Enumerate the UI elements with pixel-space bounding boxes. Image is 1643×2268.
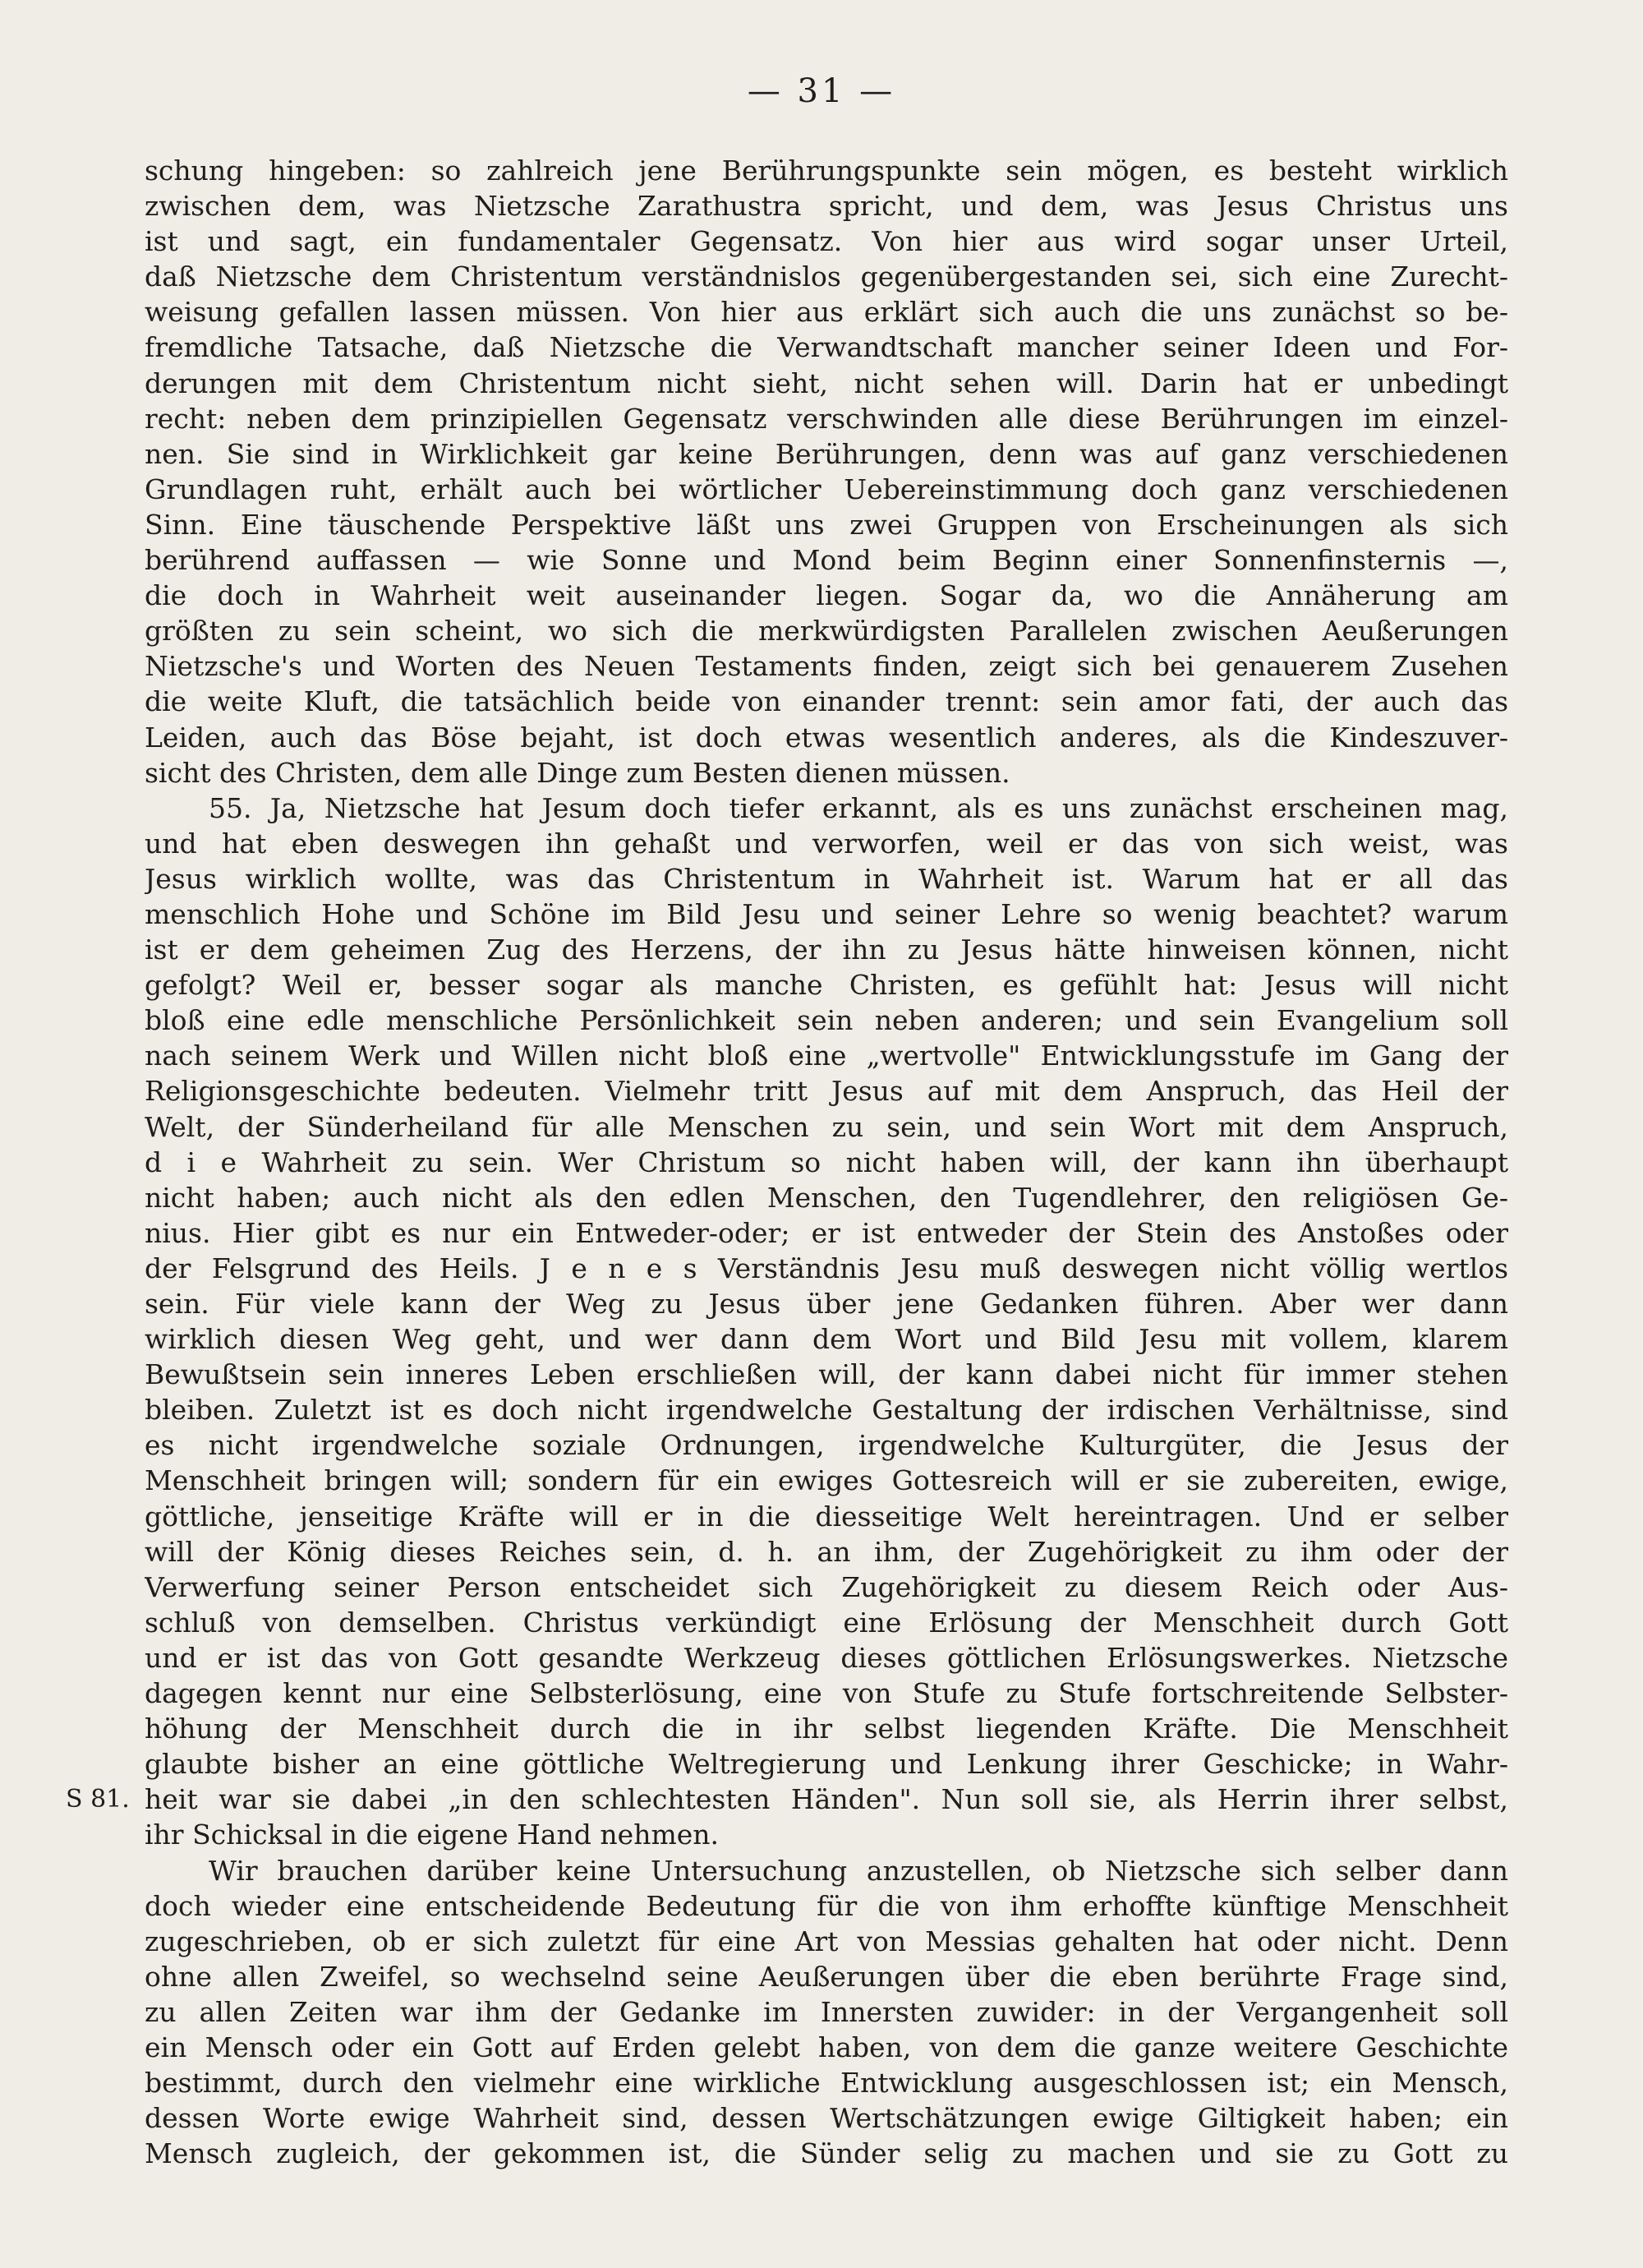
body-text [145, 153, 1508, 2171]
text-line: größten zu sein scheint, wo sich die merkwürdigsten Parallelen zwischen Aeußerungen [145, 615, 1508, 648]
text-line: ist er dem geheimen Zug des Herzens, der ihn zu Jesus hätte hinweisen können, nicht [145, 933, 1508, 966]
text-line: zwischen dem, was Nietzsche Zarathustra spricht, und dem, was Jesus Christus uns [145, 190, 1508, 223]
text-line: der Felsgrund des Heils. J e n e s Verständnis Jesu muß deswegen nicht völlig wertlos [145, 1252, 1508, 1284]
text-line: und er ist das von Gott gesandte Werkzeug dieses göttlichen Erlösungswerkes. Nietzsche [145, 1641, 1508, 1674]
text-line: die doch in Wahrheit weit auseinander liegen. Sogar da, wo die Annäherung am [145, 579, 1508, 612]
text-line: ein Mensch oder ein Gott auf Erden gelebt haben, von dem die ganze weitere Geschichte [145, 2031, 1508, 2063]
text-line: Bewußtsein sein inneres Leben erschließen will, der kann dabei nicht für immer stehen [145, 1358, 1508, 1391]
text-line: schluß von demselben. Christus verkündigt eine Erlösung der Menschheit durch Gott [145, 1606, 1508, 1639]
paragraph-start-line: Wir brauchen darüber keine Untersuchung anzustellen, ob Nietzsche sich selber dann [209, 1854, 1508, 1887]
text-line: bestimmt, durch den vielmehr eine wirkliche Entwicklung ausgeschlossen ist; ein Mensch, [145, 2067, 1508, 2100]
text-line: bleiben. Zuletzt ist es doch nicht irgendwelche Gestaltung der irdischen Verhältnisse, sind [145, 1394, 1508, 1427]
text-line: Leiden, auch das Böse bejaht, ist doch etwas wesentlich anderes, als die Kindeszuver- [145, 721, 1508, 754]
text-line: schung hingeben: so zahlreich jene Berührungspunkte sein mögen, es besteht wirklich [145, 154, 1508, 187]
text-line: gefolgt? Weil er, besser sogar als manche Christen, es gefühlt hat: Jesus will nicht [145, 969, 1508, 1002]
text-line: derungen mit dem Christentum nicht sieht, nicht sehen will. Darin hat er unbedingt [145, 366, 1508, 399]
page-number: — 31 — [747, 72, 896, 110]
text-line: zu allen Zeiten war ihm der Gedanke im Innersten zuwider: in der Vergangenheit soll [145, 1995, 1508, 2028]
text-line: daß Nietzsche dem Christentum verständnislos gegenübergestanden sei, sich eine Zurecht- [145, 260, 1508, 293]
text-line: Welt, der Sünderheiland für alle Menschen zu sein, und sein Wort mit dem Anspruch, [145, 1110, 1508, 1143]
text-line: ohne allen Zweifel, so wechselnd seine Aeußerungen über die eben berührte Frage sind, [145, 1960, 1508, 1993]
paragraph-start-line: 55. Ja, Nietzsche hat Jesum doch tiefer erkannt, als es uns zunächst erscheinen mag, [209, 791, 1508, 824]
text-line: Mensch zugleich, der gekommen ist, die Sünder selig zu machen und sie zu Gott zu [145, 2137, 1508, 2170]
text-line: dagegen kennt nur eine Selbsterlösung, eine von Stufe zu Stufe fortschreitende Selbster- [145, 1677, 1508, 1710]
text-line: weisung gefallen lassen müssen. Von hier aus erklärt sich auch die uns zunächst so be- [145, 296, 1508, 329]
text-line: glaubte bisher an eine göttliche Weltregierung und Lenkung ihrer Geschicke; in Wahr- [145, 1748, 1508, 1781]
text-line: dessen Worte ewige Wahrheit sind, dessen Wertschätzungen ewige Giltigkeit haben; ein [145, 2102, 1508, 2135]
text-line: heit war sie dabei „in den schlechtesten Händen". Nun soll sie, als Herrin ihrer selbst, [145, 1783, 1508, 1816]
text-line: recht: neben dem prinzipiellen Gegensatz verschwinden alle diese Berührungen im einzel- [145, 402, 1508, 435]
text-line: nen. Sie sind in Wirklichkeit gar keine Berührungen, denn was auf ganz verschiedenen [145, 437, 1508, 470]
text-line: nach seinem Werk und Willen nicht bloß eine „wertvolle" Entwicklungsstufe im Gang der [145, 1040, 1508, 1072]
text-line: Sinn. Eine täuschende Perspektive läßt uns zwei Gruppen von Erscheinungen als sich [145, 508, 1508, 541]
text-line: zugeschrieben, ob er sich zuletzt für eine Art von Messias gehalten hat oder nicht. Denn [145, 1925, 1508, 1957]
text-line: menschlich Hohe und Schöne im Bild Jesu und seiner Lehre so wenig beachtet? warum [145, 897, 1508, 930]
text-line: Grundlagen ruht, erhält auch bei wörtlicher Uebereinstimmung doch ganz verschiedenen [145, 472, 1508, 505]
text-line: göttliche, jenseitige Kräfte will er in die diesseitige Welt hereintragen. Und er selber [145, 1500, 1508, 1533]
margin-note: S 81. [66, 1785, 130, 1814]
text-line: nius. Hier gibt es nur ein Entweder-oder; er ist entweder der Stein des Anstoßes oder [145, 1216, 1508, 1249]
text-line: doch wieder eine entscheidende Bedeutung für die von ihm erhoffte künftige Menschheit [145, 1889, 1508, 1922]
text-line: Religionsgeschichte bedeuten. Vielmehr tritt Jesus auf mit dem Anspruch, das Heil der [145, 1075, 1508, 1108]
text-line: berührend auffassen — wie Sonne und Mond beim Beginn einer Sonnenfinsternis —, [145, 544, 1508, 577]
text-line: bloß eine edle menschliche Persönlichkeit sein neben anderen; und sein Evangelium soll [145, 1004, 1508, 1037]
text-line: will der König dieses Reiches sein, d. h. an ihm, der Zugehörigkeit zu ihm oder der [145, 1535, 1508, 1568]
text-line: höhung der Menschheit durch die in ihr selbst liegenden Kräfte. Die Menschheit [145, 1713, 1508, 1745]
text-line: Nietzsche's und Worten des Neuen Testaments finden, zeigt sich bei genauerem Zusehen [145, 650, 1508, 683]
text-line: wirklich diesen Weg geht, und wer dann dem Wort und Bild Jesu mit vollem, klarem [145, 1323, 1508, 1356]
text-line: d i e Wahrheit zu sein. Wer Christum so nicht haben will, der kann ihn überhaupt [145, 1146, 1508, 1178]
text-line: Menschheit bringen will; sondern für ein ewiges Gottesreich will er sie zubereiten, ewige, [145, 1464, 1508, 1497]
text-line: ihr Schicksal in die eigene Hand nehmen. [145, 1819, 720, 1851]
text-line: die weite Kluft, die tatsächlich beide von einander trennt: sein amor fati, der auch das [145, 685, 1508, 718]
text-line: ist und sagt, ein fundamentaler Gegensatz. Von hier aus wird sogar unser Urteil, [145, 225, 1508, 258]
text-line: Jesus wirklich wollte, was das Christentum in Wahrheit ist. Warum hat er all das [145, 862, 1508, 895]
text-line: sein. Für viele kann der Weg zu Jesus über jene Gedanken führen. Aber wer dann [145, 1288, 1508, 1320]
text-line: nicht haben; auch nicht als den edlen Menschen, den Tugendlehrer, den religiösen Ge- [145, 1181, 1508, 1214]
text-line: es nicht irgendwelche soziale Ordnungen, irgendwelche Kulturgüter, die Jesus der [145, 1429, 1508, 1462]
text-line: fremdliche Tatsache, daß Nietzsche die Verwandtschaft mancher seiner Ideen und For- [145, 331, 1508, 364]
text-line: Verwerfung seiner Person entscheidet sich Zugehörigkeit zu diesem Reich oder Aus- [145, 1570, 1508, 1603]
text-line: und hat eben deswegen ihn gehaßt und verworfen, weil er das von sich weist, was [145, 827, 1508, 860]
text-line: sicht des Christen, dem alle Dinge zum Besten dienen müssen. [145, 756, 1010, 789]
